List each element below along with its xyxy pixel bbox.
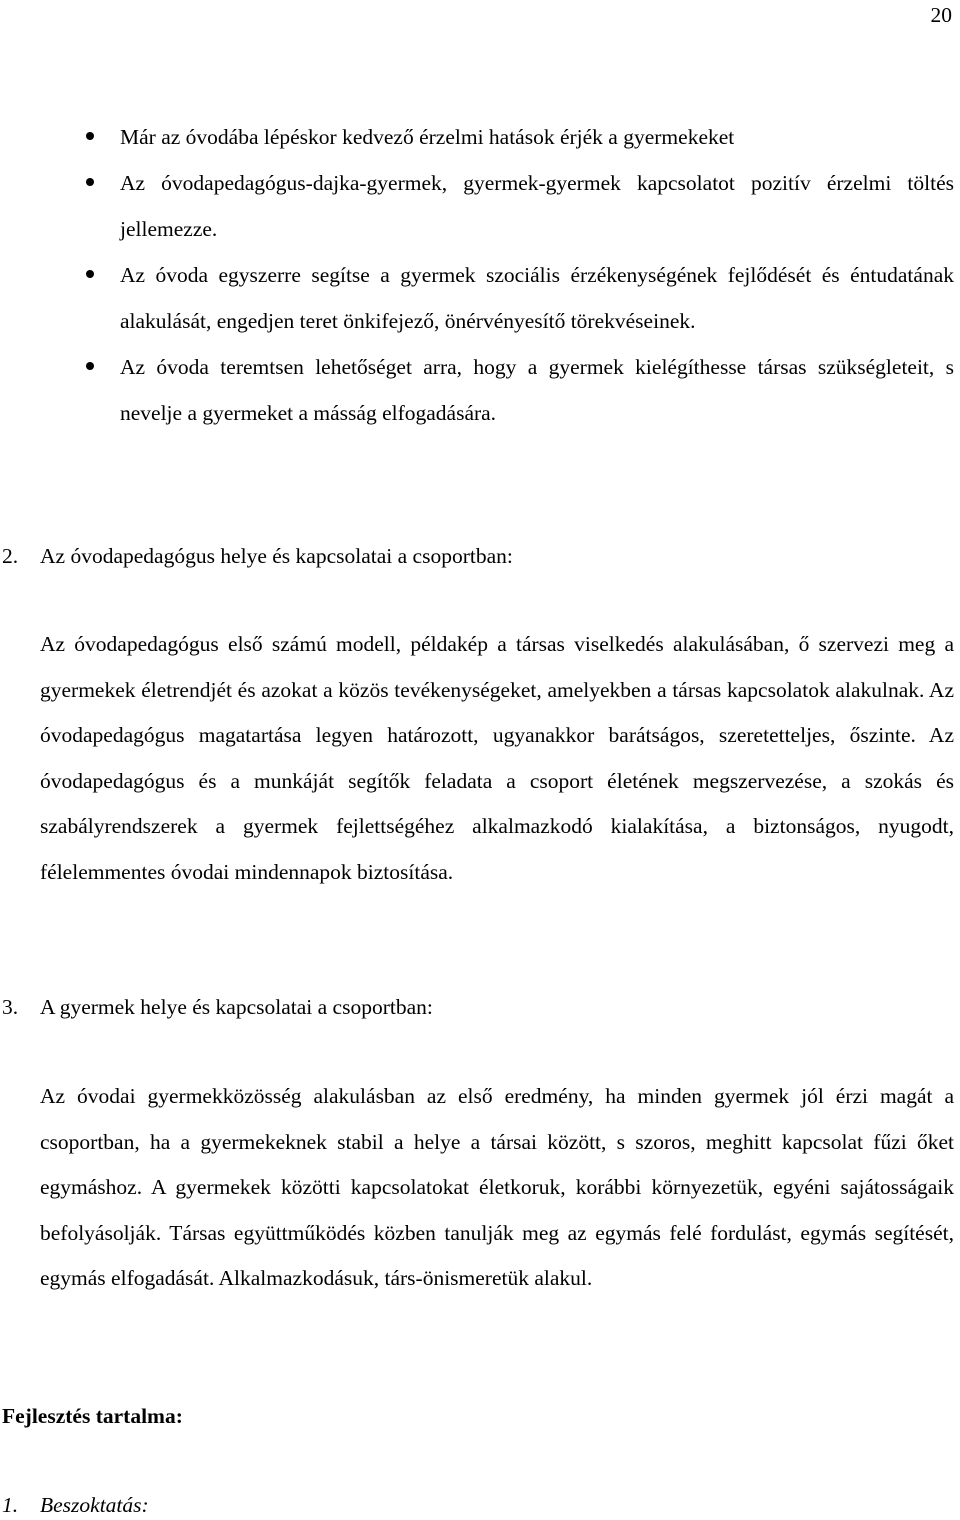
bullet-text: Az óvoda egyszerre segítse a gyermek szociális érzékenységének fejlődését és éntudatának alakulását, engedjen teret önkifejező, önérvényesítő törekvéseinek. xyxy=(120,263,954,333)
subsection-1-number: 1. xyxy=(2,1493,19,1517)
section-2-paragraph: Az óvodapedagógus első számú modell, példakép a társas viselkedés alakulásában, ő szervezi meg a gyermekek életrendjét és azokat a közös tevékenységeket, amelyekben a társas kapcsolatok alakulnak. Az óvodapedagógus magatartása legyen határozott, ugyanakkor barátságos, szeretetteljes, őszinte. Az óvodapedagógus és a munkáját segítők feladata a csoport életének megszervezése, a szokás és szabályrendszerek a gyermek fejlettségéhez alkalmazkodó kialakítása, a biztonságos, nyugodt, félelemmentes óvodai mindennapok biztosítása. xyxy=(40,632,954,884)
section-3-title: A gyermek helye és kapcsolatai a csoportban: xyxy=(40,995,433,1019)
development-heading: Fejlesztés tartalma: xyxy=(2,1404,183,1428)
bullet-dot-icon xyxy=(86,132,94,140)
section-3-paragraph: Az óvodai gyermekközösség alakulásban az első eredmény, ha minden gyermek jól érzi magát a csoportban, ha a gyermekeknek stabil a helye a társai között, s szoros, meghitt kapcsolat fűzi őket egymáshoz. A gyermekek közötti kapcsolatokat életkoruk, korábbi környezetük, egyéni sajátosságaik befolyásolják. Társas együttműködés közben tanulják meg az egymás felé fordulást, egymás segítését, egymás elfogadását. Alkalmazkodásuk, társ-önismeretük alakul. xyxy=(40,1084,954,1291)
bullet-text: Már az óvodába lépéskor kedvező érzelmi hatások érjék a gyermekeket xyxy=(120,125,735,149)
bullet-text: Az óvodapedagógus-dajka-gyermek, gyermek-gyermek kapcsolatot pozitív érzelmi töltés jellemezze. xyxy=(120,171,954,241)
bullet-item xyxy=(0,160,960,252)
goal-bullet-list xyxy=(0,114,960,436)
section-2-heading xyxy=(2,541,513,571)
bullet-dot-icon xyxy=(86,270,94,278)
subsection-1-title: Beszoktatás: xyxy=(40,1493,149,1517)
section-3-heading xyxy=(2,992,433,1022)
bullet-item xyxy=(0,252,960,344)
bullet-item xyxy=(0,114,960,160)
page-number: 20 xyxy=(930,3,952,27)
bullet-item xyxy=(0,344,960,436)
section-3-number: 3. xyxy=(2,995,19,1019)
bullet-dot-icon xyxy=(86,362,94,370)
bullet-text: Az óvoda teremtsen lehetőséget arra, hogy a gyermek kielégíthesse társas szükségleteit, s nevelje a gyermeket a másság elfogadására. xyxy=(120,355,954,425)
bullet-dot-icon xyxy=(86,178,94,186)
section-2-number: 2. xyxy=(2,544,19,568)
section-2-title: Az óvodapedagógus helye és kapcsolatai a csoportban: xyxy=(40,544,513,568)
